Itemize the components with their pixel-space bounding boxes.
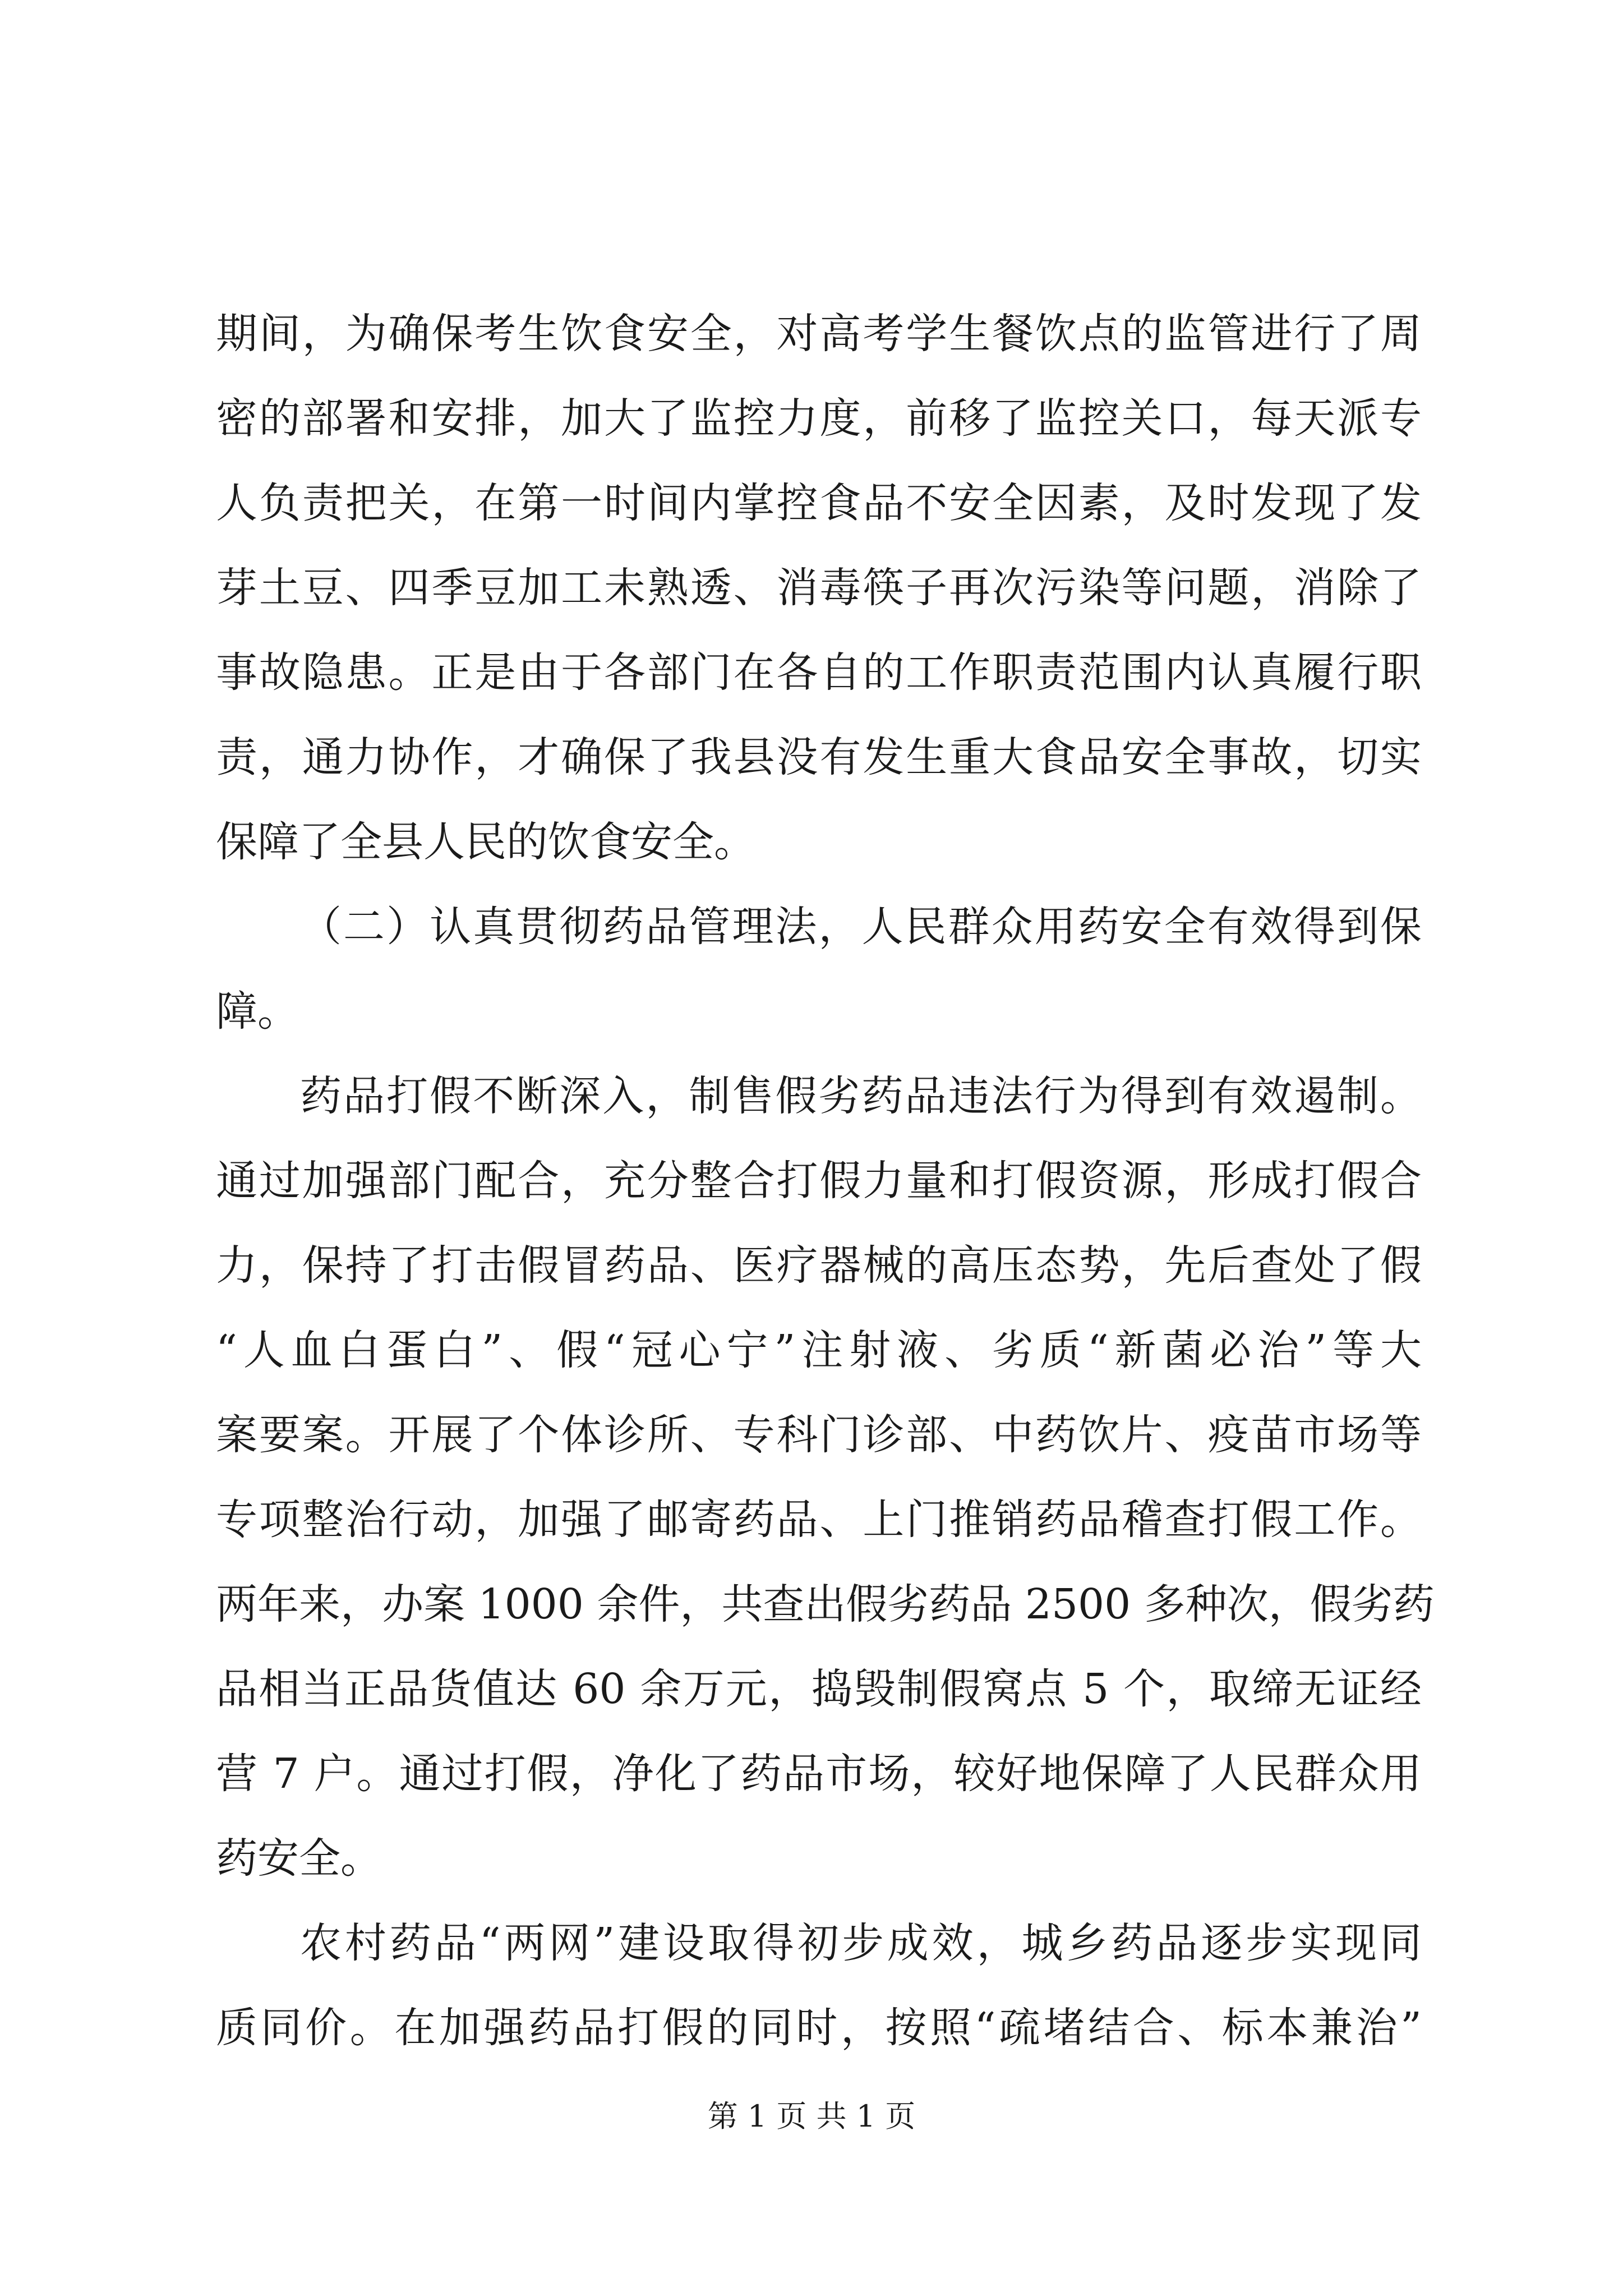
page-footer: 第 1 页 共 1 页	[707, 2099, 916, 2134]
paragraph-first-line: 农村药品“两网”建设取得初步成效，城乡药品逐步实现同	[300, 1919, 1422, 1967]
text-line: 通过加强部门配合，充分整合打假力量和打假资源，形成打假合	[216, 1157, 1422, 1205]
text-line: 保障了全县人民的饮食安全。	[216, 818, 755, 866]
text-line: 专项整治行动，加强了邮寄药品、上门推销药品稽查打假工作。	[216, 1496, 1422, 1544]
text-line: 营 7 户。通过打假，净化了药品市场，较好地保障了人民群众用	[216, 1750, 1422, 1798]
text-line: 人负责把关，在第一时间内掌控食品不安全因素，及时发现了发	[216, 479, 1422, 527]
text-line: 芽土豆、四季豆加工未熟透、消毒筷子再次污染等问题，消除了	[216, 564, 1422, 612]
text-line: 质同价。在加强药品打假的同时，按照“疏堵结合、标本兼治”	[216, 2004, 1422, 2052]
text-line: 两年来，办案 1000 余件，共查出假劣药品 2500 多种次，假劣药	[216, 1580, 1435, 1628]
text-line: 药安全。	[216, 1834, 382, 1883]
text-line: 力，保持了打击假冒药品、医疗器械的高压态势，先后查处了假	[216, 1241, 1422, 1290]
text-line: 责，通力协作，才确保了我县没有发生重大食品安全事故，切实	[216, 733, 1422, 781]
text-line: “人血白蛋白”、假“冠心宁”注射液、劣质“新菌必治”等大	[216, 1326, 1422, 1374]
text-line: 品相当正品货值达 60 余万元，捣毁制假窝点 5 个，取缔无证经	[216, 1665, 1422, 1713]
text-line: 案要案。开展了个体诊所、专科门诊部、中药饮片、疫苗市场等	[216, 1411, 1422, 1459]
section-heading: （二）认真贯彻药品管理法，人民群众用药安全有效得到保	[300, 903, 1422, 951]
text-line: 密的部署和安排，加大了监控力度，前移了监控关口，每天派专	[216, 394, 1422, 443]
text-line: 期间，为确保考生饮食安全，对高考学生餐饮点的监管进行了周	[216, 310, 1422, 358]
paragraph-first-line: 药品打假不断深入，制售假劣药品违法行为得到有效遏制。	[300, 1072, 1422, 1120]
text-line: 事故隐患。正是由于各部门在各自的工作职责范围内认真履行职	[216, 648, 1422, 697]
section-heading-continued: 障。	[216, 987, 299, 1036]
